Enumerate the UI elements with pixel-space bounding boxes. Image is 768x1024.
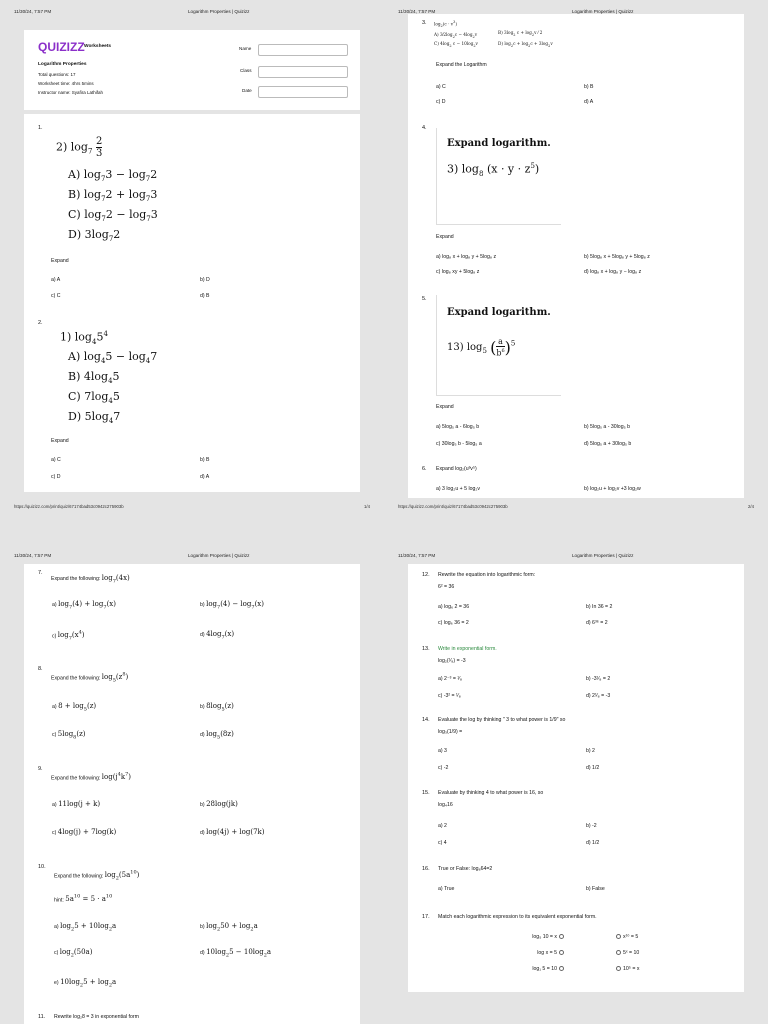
- q14-option-c[interactable]: c) -2: [438, 765, 449, 771]
- q7-option-c[interactable]: c) $\log_7(x^4)$: [52, 630, 85, 642]
- q8-option-d[interactable]: d) $\log_5(8z)$: [200, 730, 234, 741]
- q9-prompt: Expand the following:: [51, 775, 101, 782]
- match-dot-icon: [616, 934, 621, 939]
- q8-option-c[interactable]: c) $5\log_8(z)$: [52, 730, 86, 741]
- q17-right-item[interactable]: x¹⁰ = 5: [614, 934, 638, 940]
- q3-option-c[interactable]: c) D: [436, 99, 446, 105]
- q10-option-a[interactable]: a) $\log_25 + 10\log_2a$: [54, 922, 117, 933]
- brand-logo: QUIZIZZ: [38, 40, 85, 54]
- q13-option-d[interactable]: d) 2¹⁄₈ = -3: [586, 693, 611, 699]
- q10-option-e[interactable]: e) $10\log_25 + \log_2a$: [54, 978, 117, 989]
- q8-option-a[interactable]: a) $8 + \log_5(z)$: [52, 702, 97, 713]
- questions-card-3: 7. Expand the following: $\log_7(4x)$ a) $\log_7(4) + \log_7(x)$ b) $\log_7(4) - \log_7(x)$ c) $\log_7(x^4)$ d) $4\log_7(x)$ 8. Expand the following: $\log_5(z^8)$ a) $8 + \log_5(z)$ b) $8\log_5(z)$ c) $5\log_8(z)$ d) $\log_5(8z)$ 9. Expand the following: $\log(j^4k^7)$ a) 11log(j + k) b) 28log(jk) c) 4log(j) + 7log(k) d) log(4j) + log(7k) 10. Expand the following: $\log_2(5a^{10})$ hint: $5a^{10} = 5 \cdot a^{10}$ a) $\log_25 + 10\log_2a$ b) $\log_250 + \log_2a$ c) $\log_2(50a)$ d) $10\log_25 - 10\log_2a$ e) $10\log_25 + \log_2a$ 11. Rewrite log₂8 = 3 in exponential form: [24, 564, 360, 1024]
- question-number: 7.: [38, 570, 43, 576]
- name-field[interactable]: [258, 44, 348, 56]
- q5-image: Expand logarithm. 13) $\log_5$ ( $\frac{a}{b^6}$ )$^5$: [436, 295, 561, 396]
- total-questions: Total questions: 17: [38, 72, 76, 77]
- q7-option-b[interactable]: b) $\log_7(4) - \log_7(x)$: [200, 600, 264, 611]
- q17-left-item[interactable]: log₅ 10 = x: [514, 934, 566, 940]
- q4-image: Expand logarithm. 3) $\log_8 (x \cdot y \cdot z^5)$: [436, 128, 561, 225]
- q10-prompt: Expand the following:: [54, 873, 104, 880]
- instructor-name: Instructor name: Syafira Lathifah: [38, 90, 104, 95]
- q2-image: 1) $\log_45^4$ A) $\log_45 - \log_47$ B) $4\log_45$ C) $7\log_45$ D) $5\log_47$: [60, 330, 158, 426]
- q14-equation: log₃(1/9) =: [438, 729, 463, 735]
- q5-option-d[interactable]: d) 5log₅ a + 30log₅ b: [584, 441, 632, 447]
- q3-option-d[interactable]: d) A: [584, 99, 594, 105]
- q4-option-d[interactable]: d) log₈ x + log₈ y − log₈ z: [584, 269, 642, 275]
- q15-option-a[interactable]: a) 2: [438, 823, 447, 829]
- q13-equation: log₂(¹⁄₈) = -3: [438, 658, 466, 664]
- q5-option-a[interactable]: a) 5log₅ a - 6log₅ b: [436, 424, 480, 430]
- q5-option-c[interactable]: c) 30log₅ b - 5log₅ a: [436, 441, 482, 447]
- match-dot-icon: [616, 966, 621, 971]
- q17-prompt: Match each logarithmic expression to its equivalent exponential form.: [438, 914, 597, 920]
- q2-prompt: Expand: [51, 438, 69, 444]
- q12-option-b[interactable]: b) In 36 = 2: [586, 604, 613, 610]
- q13-prompt: Write in exponential form.: [438, 646, 497, 652]
- class-field[interactable]: [258, 66, 348, 78]
- q15-prompt: Evaluate by thinking 4 to what power is 16, so: [438, 790, 544, 796]
- q14-option-b[interactable]: b) 2: [586, 748, 595, 754]
- q15-option-d[interactable]: d) 1/2: [586, 840, 600, 846]
- q14-prompt: Evaluate the log by thinking " 3 to what power is 1/9" so: [438, 717, 566, 723]
- question-number: 17.: [422, 914, 430, 920]
- page-4: 11/30/24, 7:57 PM Logarithm Properties | Quizizz 12. Rewrite the equation into logarithmic form: 6² = 36 a) log₆ 2 = 36 b) In 36 = 2 c) log₆ 36 = 2 d) 6³⁶ = 2 13. Write in exponential form. log₂(¹⁄₈) = -3 a) 2⁻³ = ¹⁄₈ b) -3¹⁄₈ = 2 c) -3² = ¹⁄₈ d) 2¹⁄₈ = -3 14. Evaluate the log by thinking " 3 to what power is 1/9" so log₃(1/9) = a) 3 b) 2 c) -2 d) 1/2 15. Evaluate by thinking 4 to what power is 16, so log₄16 a) 2 b) -2 c) 4 d) 1/2 16. True or False: log₈64=2 a) True b) False 17. Match each logarithmic expression to its equivalent exponential form. log₅ 10 = x log x = 5 log₁ 5 = 10 x¹⁰ = 5 5ˣ = 10 10⁵ = x: [384, 512, 768, 1024]
- date-label: Date: [242, 88, 252, 93]
- question-number: 8.: [38, 666, 43, 672]
- question-number: 12.: [422, 572, 430, 578]
- question-number: 5.: [422, 296, 427, 302]
- question-number: 6.: [422, 466, 427, 472]
- question-number: 14.: [422, 717, 430, 723]
- match-dot-icon: [559, 966, 564, 971]
- page-1: 11/30/24, 7:57 PM Logarithm Properties | Quizizz QUIZIZZ Worksheets Logarithm Properties Total questions: 17 Worksheet time: 4hrs 5mins Instructor name: Syafira Lathifah Name Class Date 1. 2) $\log_7$ $\frac{2}{3}$ A) $\log_73 - \log_72$ B) $\log_72 + \log_73$ C) $\log_72 - \log_73$ D) $3\log_72$ Expand a) A b) D c) C d) B 2. 1) $\log_45^4$ A) $\log_45 - \log_47$ B) $4\log_45$ C) $7\log_45$ D) $5\log_47$ Expand a) C b) B c) D d) A https://quizizz.com/print/quiz/67174bad53c0942c275903b 1/4: [0, 0, 384, 512]
- match-dot-icon: [559, 934, 564, 939]
- q15-option-c[interactable]: c) 4: [438, 840, 447, 846]
- q1-option-a[interactable]: a) A: [51, 277, 61, 283]
- question-number: 3.: [422, 20, 427, 26]
- q9-option-b[interactable]: b) 28log(jk): [200, 800, 238, 808]
- brand-subtitle: Worksheets: [84, 44, 112, 49]
- q9-option-d[interactable]: d) log(4j) + log(7k): [200, 828, 265, 836]
- q12-prompt: Rewrite the equation into logarithmic form:: [438, 572, 536, 578]
- q15-equation: log₄16: [438, 802, 453, 808]
- q7-prompt: Expand the following:: [51, 576, 101, 582]
- q3-option-b[interactable]: b) B: [584, 84, 594, 90]
- question-number: 16.: [422, 866, 430, 872]
- match-dot-icon: [616, 950, 621, 955]
- q12-option-a[interactable]: a) log₆ 2 = 36: [438, 604, 470, 610]
- question-number: 10.: [38, 864, 46, 870]
- q16-option-a[interactable]: a) True: [438, 886, 455, 892]
- q5-option-b[interactable]: b) 5log₅ a - 30log₅ b: [584, 424, 630, 430]
- q1-prompt: Expand: [51, 258, 69, 264]
- worksheet-header-card: [24, 30, 360, 110]
- q6-options: [408, 484, 744, 498]
- q7-option-d[interactable]: d) $4\log_7(x)$: [200, 630, 235, 641]
- q4-option-a[interactable]: a) log₈ x + log₈ y + 5log₈ z: [436, 254, 497, 260]
- question-number: 4.: [422, 125, 427, 131]
- page-3: 11/30/24, 7:57 PM Logarithm Properties | Quizizz 7. Expand the following: $\log_7(4x)$ a) $\log_7(4) + \log_7(x)$ b) $\log_7(4) - \log_7(x)$ c) $\log_7(x^4)$ d) $4\log_7(x)$ 8. Expand the following: $\log_5(z^8)$ a) $8 + \log_5(z)$ b) $8\log_5(z)$ c) $5\log_8(z)$ d) $\log_5(8z)$ 9. Expand the following: $\log(j^4k^7)$ a) 11log(j + k) b) 28log(jk) c) 4log(j) + 7log(k) d) log(4j) + log(7k) 10. Expand the following: $\log_2(5a^{10})$ hint: $5a^{10} = 5 \cdot a^{10}$ a) $\log_25 + 10\log_2a$ b) $\log_250 + \log_2a$ c) $\log_2(50a)$ d) $10\log_25 - 10\log_2a$ e) $10\log_25 + \log_2a$ 11. Rewrite log₂8 = 3 in exponential form: [0, 512, 384, 1024]
- q11-prompt: Rewrite log₂8 = 3 in exponential form: [54, 1014, 139, 1020]
- q5-prompt: Expand: [436, 404, 454, 410]
- date-field[interactable]: [258, 86, 348, 98]
- question-number: 1.: [38, 125, 43, 131]
- class-label: Class: [240, 68, 252, 73]
- q3-prompt: Expand the Logarithm: [436, 62, 487, 68]
- question-number: 15.: [422, 790, 430, 796]
- q16-option-b[interactable]: b) False: [586, 886, 605, 892]
- q4-option-b[interactable]: b) 5log₈ x + 5log₈ y + 5log₈ z: [584, 254, 650, 260]
- q2-option-c[interactable]: c) D: [51, 474, 61, 480]
- q17-left-item[interactable]: log₁ 5 = 10: [514, 966, 566, 972]
- name-label: Name: [239, 46, 252, 51]
- q15-option-b[interactable]: b) -2: [586, 823, 597, 829]
- q7-option-a[interactable]: a) $\log_7(4) + \log_7(x)$: [52, 600, 116, 611]
- q10-option-c[interactable]: c) $\log_2(50a)$: [54, 948, 93, 959]
- q10-option-d[interactable]: d) $10\log_25 - 10\log_2a$: [200, 948, 272, 959]
- q9-option-a[interactable]: a) 11log(j + k): [52, 800, 101, 808]
- questions-card-2: [408, 14, 744, 484]
- q12-equation: 6² = 36: [438, 584, 455, 590]
- q13-option-c[interactable]: c) -3² = ¹⁄₈: [438, 693, 461, 699]
- q12-option-c[interactable]: c) log₆ 36 = 2: [438, 620, 469, 626]
- q4-option-c[interactable]: c) log₈ xy + 5log₈ z: [436, 269, 480, 275]
- q2-option-a[interactable]: a) C: [51, 457, 61, 463]
- question-number: 13.: [422, 646, 430, 652]
- q1-image: 2) $\log_7$ $\frac{2}{3}$ A) $\log_73 - \log_72$ B) $\log_72 + \log_73$ C) $\log_72 - \log_73$ D) $3\log_72$: [56, 136, 158, 244]
- q2-option-d[interactable]: d) A: [200, 474, 210, 480]
- q8-option-b[interactable]: b) $8\log_5(z)$: [200, 702, 234, 713]
- q8-prompt: Expand the following:: [51, 675, 101, 682]
- questions-card-4: [408, 564, 744, 992]
- worksheet-title: Logarithm Properties: [38, 62, 87, 67]
- q1-option-b[interactable]: b) D: [200, 277, 210, 283]
- questions-card-1: [24, 114, 360, 492]
- q6-option-b[interactable]: b) log₂u + log₂v +3 log₂w: [584, 486, 641, 492]
- q10-hint: hint:: [54, 897, 64, 904]
- q4-prompt: Expand: [436, 234, 454, 240]
- question-number: 11.: [38, 1014, 46, 1020]
- q13-option-a[interactable]: a) 2⁻³ = ¹⁄₈: [438, 676, 463, 682]
- match-dot-icon: [559, 950, 564, 955]
- q17-right-item[interactable]: 10⁵ = x: [614, 966, 639, 972]
- q13-option-b[interactable]: b) -3¹⁄₈ = 2: [586, 676, 611, 682]
- q3-image: $\log_2(c \cdot v^3)$ A) $3⁄2\log_2c - 4\log_2v$ B) $3\log_2$ $c + \log_2v$ ⁄ 2 C) $4\log_2$ $c - 10\log_2v$ D) $\log_2c + \log_2c + 3\log_2v$: [434, 20, 553, 48]
- q14-option-a[interactable]: a) 3: [438, 748, 447, 754]
- q2-option-b[interactable]: b) B: [200, 457, 210, 463]
- question-number: 2.: [38, 320, 43, 326]
- q9-option-c[interactable]: c) 4log(j) + 7log(k): [52, 828, 117, 836]
- q14-option-d[interactable]: d) 1/2: [586, 765, 600, 771]
- q16-prompt: True or False: log₈64=2: [438, 866, 493, 872]
- q17-right-item[interactable]: 5ˣ = 10: [614, 950, 639, 956]
- question-number: 9.: [38, 766, 43, 772]
- q12-option-d[interactable]: d) 6³⁶ = 2: [586, 620, 608, 626]
- q10-option-b[interactable]: b) $\log_250 + \log_2a$: [200, 922, 258, 933]
- q3-option-a[interactable]: a) C: [436, 84, 446, 90]
- page-2: 11/30/24, 7:57 PM Logarithm Properties | Quizizz 3. $\log_2(c \cdot v^3)$ A) $3⁄2\log_2c - 4\log_2v$ B) $3\log_2$ $c + \log_2v$ ⁄ 2 C) $4\log_2$ $c - 10\log_2v$ D) $\log_2c + \log_2c + 3\log_2v$ Expand the Logarithm a) C b) B c) D d) A 4. Expand logarithm. 3) $\log_8 (x \cdot y \cdot z^5)$ Expand a) log₈ x + log₈ y + 5log₈ z b) 5log₈ x + 5log₈ y + 5log₈ z c) log₈ xy + 5log₈ z d) log₈ x + log₈ y − log₈ z 5. Expand logarithm. 13) $\log_5$ ( $\frac{a}{b^6}$ )$^5$ Expand a) 5log₅ a - 6log₅ b b) 5log₅ a - 30log₅ b c) 30log₅ b - 5log₅ a d) 5log₅ a + 30log₅ b 6. Expand log₂(u³v⁵) a) 3 log₂u + 5 log₂v b) log₂u + log₂v +3 log₂w https://quizizz.com/print/quiz/67174bad53c0942c275903b 2/4: [384, 0, 768, 512]
- worksheet-time: Worksheet time: 4hrs 5mins: [38, 81, 94, 86]
- q1-option-c[interactable]: c) C: [51, 293, 61, 299]
- q6-prompt: Expand log₂(u³v⁵): [436, 466, 477, 472]
- q17-left-item[interactable]: log x = 5: [514, 950, 566, 956]
- q6-option-a[interactable]: a) 3 log₂u + 5 log₂v: [436, 486, 480, 492]
- q1-option-d[interactable]: d) B: [200, 293, 210, 299]
